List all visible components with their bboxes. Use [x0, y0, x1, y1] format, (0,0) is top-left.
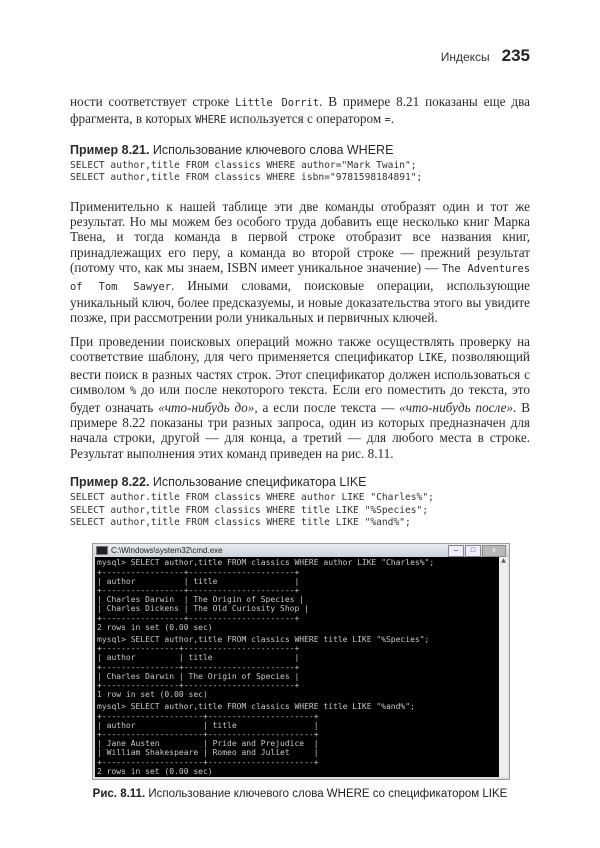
example-title: Использование ключевого слова WHERE	[149, 142, 394, 157]
console-line: | Charles Darwin | The Origin of Species |	[97, 595, 305, 605]
code-block-8-21	[70, 160, 530, 185]
paragraph-1	[70, 94, 530, 129]
console-line: | Charles Darwin | The Origin of Species |	[97, 671, 300, 681]
paragraph-2	[70, 199, 530, 326]
console-line: | author | title |	[97, 576, 300, 586]
text: используется с оператором	[226, 111, 385, 127]
console-line: +----------------+-----------------------+	[97, 680, 300, 690]
minimize-button[interactable]: –	[448, 545, 464, 557]
code-block-8-22	[70, 492, 530, 529]
console-line: +---------------------+----------------------+	[97, 757, 319, 767]
maximize-button[interactable]: □	[465, 545, 481, 557]
page-number: 235	[501, 46, 530, 65]
figure-caption	[70, 788, 530, 800]
paragraph-3	[70, 334, 530, 461]
console-line: +---------------------+----------------------+	[97, 730, 319, 739]
text: . В примере 8.22 показаны три разных запроса, один из которых предназначен для начала строки, другой — для конца, а третий — для любого места в строке. Результат выполнения этих команд приведен на рис. 8.11.	[70, 399, 531, 461]
vertical-scrollbar[interactable]	[499, 557, 508, 777]
text: . Иными словами, поисковые операции, использующие уникальный ключ, более предсказуемы, и новые доказательства этого вы увидите позже, при рассмотрении роли уникальных и первичных ключей.	[70, 277, 531, 326]
italic-text: «что-нибудь после»	[399, 399, 514, 415]
text: Применительно к нашей таблице эти две команды отобразят один и тот же результат. Но мы можем без особого труда добавить еще несколько книг Марка Твена, и тогда команда в первой строке отобразит все названия книг, принадлежащих его перу, а команда во второй строке — прежний результат (потому что, как мы знаем, ISBN имеет уникальное значение) —	[70, 198, 530, 276]
text: ности соответствует строке	[70, 94, 236, 109]
running-head-section: Индексы	[440, 50, 490, 64]
close-button[interactable]: x	[482, 545, 506, 557]
page-header	[441, 46, 530, 66]
code-line: SELECT author,title FROM classics WHERE title LIKE "%Species";	[70, 504, 429, 516]
console-line: +---------------------+----------------------+	[97, 711, 319, 721]
text: .	[390, 111, 395, 127]
text: , а если после текста —	[254, 399, 400, 415]
console-line: mysql> SELECT author,title FROM classics WHERE title LIKE "%Species";	[97, 634, 430, 644]
inline-code: Little Dorrit	[235, 97, 320, 109]
console-line: mysql> SELECT author,title FROM classics WHERE author LIKE "Charles%";	[97, 558, 435, 568]
inline-code: LIKE	[418, 352, 444, 365]
code-line: SELECT author,title FROM classics WHERE isbn="9781598184891";	[70, 172, 423, 184]
inline-code: %	[129, 385, 137, 398]
console-line: | author | title |	[97, 653, 300, 663]
code-line: SELECT author,title FROM classics WHERE author="Mark Twain";	[70, 159, 417, 171]
window-title: C:\Windows\system32\cmd.exe	[111, 546, 223, 556]
console-line: | author | title |	[97, 720, 319, 730]
console-line: 2 rows in set (0.00 sec)	[97, 622, 213, 632]
example-label: Пример 8.22.	[70, 475, 150, 490]
console-line: +----------------+-----------------------+	[97, 644, 300, 654]
window-titlebar	[93, 544, 509, 557]
example-8-22-title	[70, 475, 530, 489]
console-line: 1 row in set (0.00 sec)	[97, 690, 208, 700]
inline-code: The Adventures of Tom Sawyer	[70, 263, 530, 293]
example-label: Пример 8.21.	[70, 142, 150, 157]
console-line: | Charles Dickens | The Old Curiosity Shop |	[97, 604, 309, 614]
cmd-window-screenshot	[92, 543, 510, 780]
console-line: +----------------+-----------------------+	[97, 662, 300, 672]
console-line: | William Shakespeare | Romeo and Juliet |	[97, 748, 319, 758]
scroll-up-arrow-icon[interactable]: ▲	[501, 557, 506, 565]
console-output	[95, 557, 499, 777]
console-line: +-----------------+----------------------+	[97, 585, 300, 595]
code-line: SELECT author.title FROM classics WHERE author LIKE "Charles%";	[70, 492, 434, 504]
inline-code: =	[384, 114, 391, 127]
text: до или после некоторого текста. Если его поместить до текста, это будет означать	[70, 382, 530, 415]
console-line: | Jane Austen | Pride and Prejudice |	[97, 739, 319, 749]
code-line: SELECT author,title FROM classics WHERE title LIKE "%and%";	[70, 516, 411, 528]
console-line: mysql> SELECT author,title FROM classics WHERE title LIKE "%and%";	[97, 702, 415, 712]
console-line: +-----------------+----------------------+	[97, 613, 300, 623]
figure-caption-text: Использование ключевого слова WHERE со спецификатором LIKE	[145, 788, 508, 801]
figure-label: Рис. 8.11.	[92, 788, 146, 801]
italic-text: «что-нибудь до»	[158, 399, 255, 415]
example-8-21-title	[70, 143, 530, 157]
console-line: +-----------------+----------------------+	[97, 567, 300, 577]
console-line: 2 rows in set (0.00 sec)	[97, 766, 213, 776]
cmd-icon	[96, 546, 108, 555]
inline-code: WHERE	[195, 114, 227, 127]
text: , позволяющий вести поиск в разных частях строк. Этот спецификатор должен использоваться с символом	[70, 349, 530, 398]
text: При проведении поисковых операций можно также осуществлять проверку на соответствие шаблону, для чего применяется спецификатор	[70, 333, 530, 365]
text: . В примере 8.21 показаны еще два фрагмента, в которых	[70, 94, 530, 127]
example-title: Использование спецификатора LIKE	[149, 475, 367, 490]
